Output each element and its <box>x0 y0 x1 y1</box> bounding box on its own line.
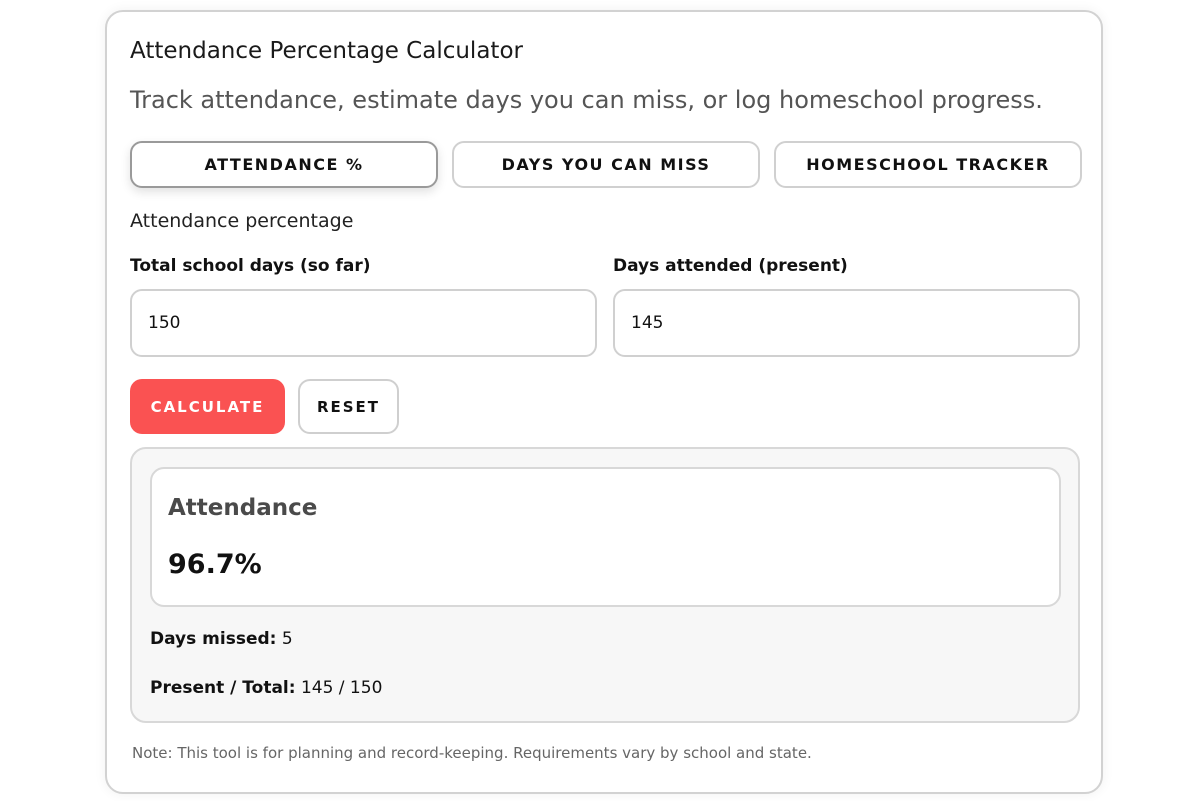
days-missed-value: 5 <box>281 629 293 649</box>
calculate-button[interactable]: CALCULATE <box>130 379 285 434</box>
actions <box>130 379 399 434</box>
result-heading: Attendance <box>168 495 318 521</box>
days-attended-group <box>613 256 1080 357</box>
total-days-group <box>130 256 597 357</box>
reset-button[interactable]: RESET <box>298 379 399 434</box>
result-card <box>150 467 1061 607</box>
days-attended-input[interactable]: 145 <box>613 289 1080 357</box>
tab-homeschool-tracker[interactable]: HOMESCHOOL TRACKER <box>774 141 1082 188</box>
mode-tabs <box>130 141 1082 188</box>
tab-attendance-percent[interactable]: ATTENDANCE % <box>130 141 438 188</box>
result-panel <box>130 447 1080 723</box>
present-total-value: 145 / 150 <box>300 678 383 698</box>
tab-days-you-can-miss[interactable]: DAYS YOU CAN MISS <box>452 141 760 188</box>
section-title: Attendance percentage <box>130 210 354 232</box>
present-total-line <box>150 678 382 698</box>
days-attended-label: Days attended (present) <box>613 256 848 276</box>
days-missed-label: Days missed: <box>150 629 277 649</box>
present-total-label: Present / Total: <box>150 678 296 698</box>
days-missed-line <box>150 629 293 649</box>
page-title: Attendance Percentage Calculator <box>130 38 523 64</box>
total-days-input[interactable]: 150 <box>130 289 597 357</box>
disclaimer-note: Note: This tool is for planning and record-keeping. Requirements vary by school and state. <box>132 744 812 762</box>
attendance-value: 96.7% <box>168 549 262 580</box>
page-subtitle: Track attendance, estimate days you can miss, or log homeschool progress. <box>130 86 1043 114</box>
total-days-label: Total school days (so far) <box>130 256 371 276</box>
calculator-card <box>105 10 1103 794</box>
input-fields <box>130 256 1080 357</box>
